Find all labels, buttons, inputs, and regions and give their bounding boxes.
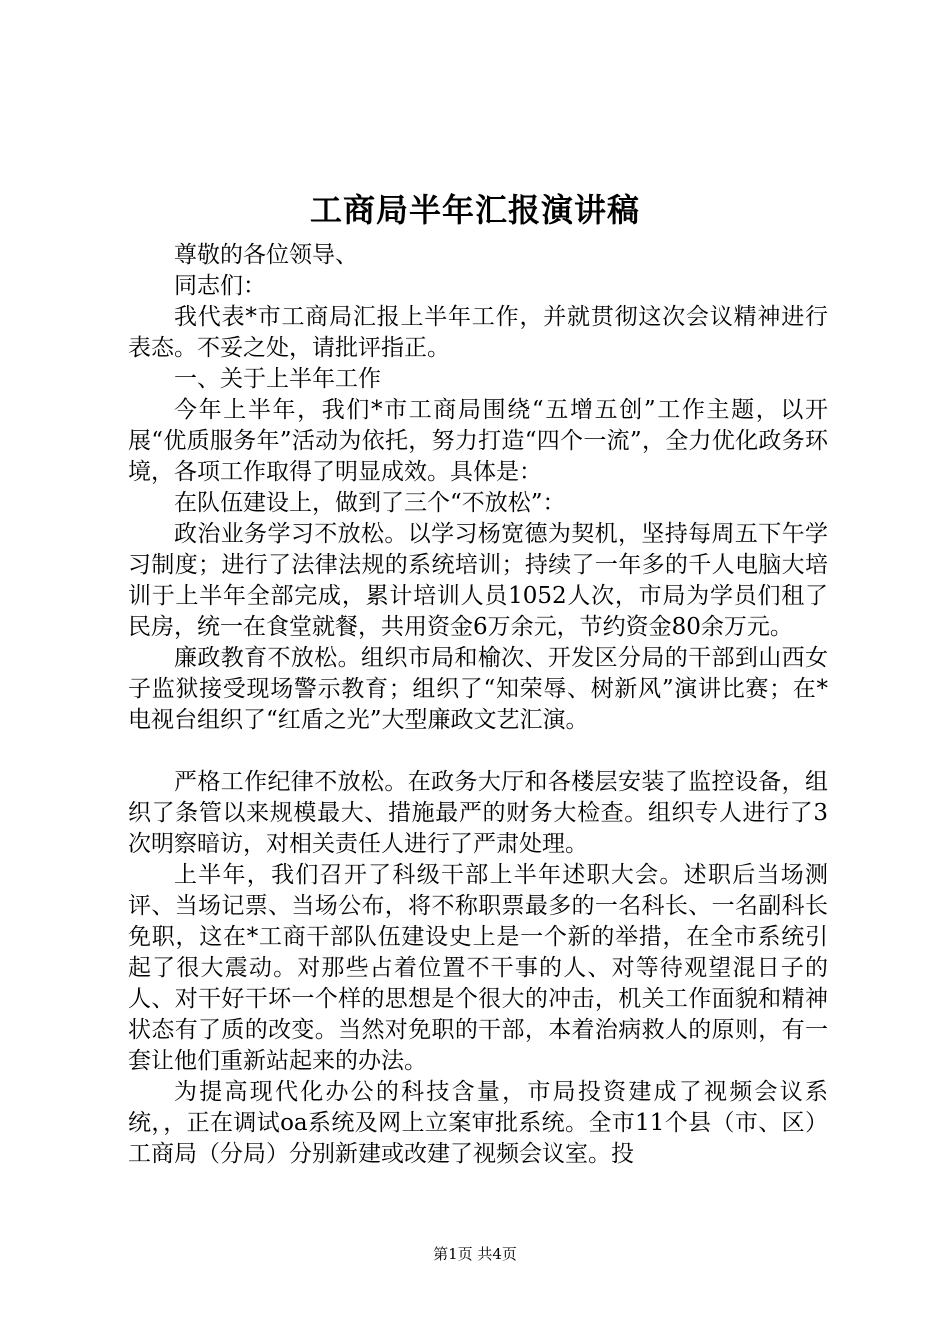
paragraph-salutation-2: 同志们： bbox=[174, 273, 266, 299]
section-heading: 一、关于上半年工作 bbox=[174, 366, 381, 392]
paragraph: 上半年，我们召开了科级干部上半年述职大会。述职后当场测评、当场记票、当场公布，将不称职票最多的一名科长、一名副科长免职，这在*工商干部队伍建设史上是一个新的举措，在全市系统引起了很大震动。对那些占着位置不干事的人、对等待观望混日子的人、对干好干坏一个样的思想是个很大的冲击，机关工作面貌和精神状态有了质的改变。当然对免职的干部，本着治病救人的原则，有一套让他们重新站起来的办法。 bbox=[128, 862, 828, 1074]
paragraph: 严格工作纪律不放松。在政务大厅和各楼层安装了监控设备，组织了条管以来规模最大、措施最严的财务大检查。组织专人进行了3次明察暗访，对相关责任人进行了严肃处理。 bbox=[128, 769, 828, 857]
paragraph: 政治业务学习不放松。以学习杨宽德为契机，坚持每周五下午学习制度；进行了法律法规的系统培训；持续了一年多的千人电脑大培训于上半年全部完成，累计培训人员1052人次，市局为学员们租了民房，统一在食堂就餐，共用资金6万余元，节约资金80余万元。 bbox=[128, 521, 828, 640]
page-footer: 第1页 共4页 bbox=[433, 1245, 517, 1263]
paragraph: 在队伍建设上，做到了三个“不放松”： bbox=[174, 490, 566, 516]
paragraph-salutation: 尊敬的各位领导、 bbox=[174, 242, 358, 268]
page-title: 工商局半年汇报演讲稿 bbox=[309, 191, 640, 229]
paragraph: 今年上半年，我们*市工商局围绕“五增五创”工作主题，以开展“优质服务年”活动为依托，努力打造“四个一流”，全力优化政务环境，各项工作取得了明显成效。具体是： bbox=[128, 397, 828, 485]
paragraph-intro: 我代表*市工商局汇报上半年工作，并就贯彻这次会议精神进行表态。不妥之处，请批评指正。 bbox=[128, 304, 828, 361]
paragraph: 廉政教育不放松。组织市局和榆次、开发区分局的干部到山西女子监狱接受现场警示教育；组织了“知荣辱、树新风”演讲比赛；在*电视台组织了“红盾之光”大型廉政文艺汇演。 bbox=[128, 645, 828, 733]
paragraph: 为提高现代化办公的科技含量，市局投资建成了视频会议系统，，正在调试oa系统及网上立案审批系统。全市11个县（市、区）工商局（分局）分别新建或改建了视频会议室。投 bbox=[128, 1079, 828, 1167]
document-body bbox=[128, 240, 828, 1170]
